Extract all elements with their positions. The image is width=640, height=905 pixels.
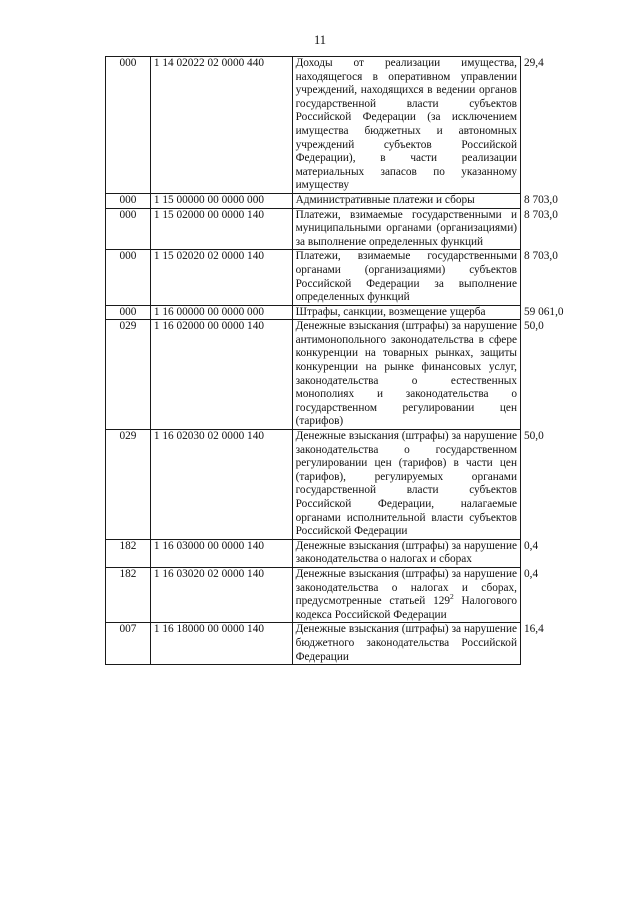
revenue-name-cell: Платежи, взимаемые государственными органами (организациями) субъектов Российской Федерации за выполнение определенных функций (292, 250, 520, 305)
budget-code-cell: 1 15 00000 00 0000 000 (150, 193, 292, 208)
page-number: 11 (313, 33, 327, 47)
budget-code-cell: 1 16 03020 02 0000 140 (150, 567, 292, 622)
table-row: 007 1 16 18000 00 0000 140 Денежные взыскания (штрафы) за нарушение бюджетного законодательства Российской Федерации 16,4 (106, 623, 521, 665)
admin-code-cell: 000 (106, 250, 151, 305)
table-row: 029 1 16 02030 02 0000 140 Денежные взыскания (штрафы) за нарушение законодательства о государственном регулировании цен (тарифов) в части цен (тарифов), регулируемых органами государственной власти субъектов Российской Федерации, налагаемые органами исполнительной власти субъектов Российской Федерации 50,0 (106, 430, 521, 540)
admin-code-cell: 000 (106, 305, 151, 320)
revenue-name-cell: Доходы от реализации имущества, находящегося в оперативном управлении учреждений, находящихся в ведении органов государственной власти субъектов Российской Федерации (за исключением имущества бюджетных и автономных учреждений субъектов Российской Федерации), в части реализации материальных запасов по указанному имуществу (292, 57, 520, 194)
admin-code-cell: 029 (106, 320, 151, 430)
table-row: 000 1 14 02022 02 0000 440 Доходы от реализации имущества, находящегося в оперативном управлении учреждений, находящихся в ведении органов государственной власти субъектов Российской Федерации (за исключением имущества бюджетных и автономных учреждений субъектов Российской Федерации), в части реализации материальных запасов по указанному имуществу 29,4 (106, 57, 521, 194)
revenue-name-cell (292, 567, 520, 622)
admin-code-cell: 007 (106, 623, 151, 665)
table-row: 182 1 16 03020 02 0000 140 Денежные взыскания (штрафы) за нарушение законодательства о налогах и сборах, предусмотренные статьей $129^2$ Налогового кодекса Российской Федерации 0,4 (106, 567, 521, 622)
table-row: 029 1 16 02000 00 0000 140 Денежные взыскания (штрафы) за нарушение антимонопольного законодательства в сфере конкуренции на товарных рынках, защиты конкуренции на рынке финансовых услуг, законодательства о естественных монополиях и законодательства о государственном регулировании цен (тарифов) 50,0 (106, 320, 521, 430)
article-superscript: 2 (450, 592, 454, 602)
revenue-name-cell: Денежные взыскания (штрафы) за нарушение законодательства о государственном регулировании цен (тарифов) в части цен (тарифов), регулируемых органами государственной власти субъектов Российской Федерации, налагаемые органами исполнительной власти субъектов Российской Федерации (292, 430, 520, 540)
budget-code-cell: 1 15 02000 00 0000 140 (150, 208, 292, 250)
admin-code-cell: 000 (106, 208, 151, 250)
budget-code-cell: 1 15 02020 02 0000 140 (150, 250, 292, 305)
revenue-name-text: Налогового кодекса Российской Федерации (295, 595, 517, 621)
revenue-name-text: Денежные взыскания (штрафы) за нарушение законодательства о налогах и сборах, предусмотренные статьей 129 (295, 567, 517, 608)
table-row: 000 1 15 02020 02 0000 140 Платежи, взимаемые государственными органами (организациями) субъектов Российской Федерации за выполнение определенных функций 8 703,0 (106, 250, 521, 305)
budget-code-cell: 1 16 03000 00 0000 140 (150, 539, 292, 567)
table-row: 182 1 16 03000 00 0000 140 Денежные взыскания (штрафы) за нарушение законодательства о налогах и сборах 0,4 (106, 539, 521, 567)
revenue-name-cell: Денежные взыскания (штрафы) за нарушение законодательства о налогах и сборах (292, 539, 520, 567)
budget-code-cell: 1 16 00000 00 0000 000 (150, 305, 292, 320)
admin-code-cell: 029 (106, 430, 151, 540)
table-row: 000 1 15 00000 00 0000 000 Административные платежи и сборы 8 703,0 (106, 193, 521, 208)
revenue-table (105, 56, 564, 665)
budget-code-cell: 1 16 02030 02 0000 140 (150, 430, 292, 540)
admin-code-cell: 000 (106, 57, 151, 194)
revenue-name-cell: Денежные взыскания (штрафы) за нарушение антимонопольного законодательства в сфере конкуренции на товарных рынках, защиты конкуренции на рынке финансовых услуг, законодательства о естественных монополиях и законодательства о государственном регулировании цен (тарифов) (292, 320, 520, 430)
budget-code-cell: 1 16 02000 00 0000 140 (150, 320, 292, 430)
admin-code-cell: 182 (106, 567, 151, 622)
admin-code-cell: 000 (106, 193, 151, 208)
admin-code-cell: 182 (106, 539, 151, 567)
table-row: 000 1 16 00000 00 0000 000 Штрафы, санкции, возмещение ущерба 59 061,0 (106, 305, 521, 320)
revenue-name-cell: Административные платежи и сборы (292, 193, 520, 208)
budget-code-cell: 1 14 02022 02 0000 440 (150, 57, 292, 194)
revenue-name-cell: Платежи, взимаемые государственными и муниципальными органами (организациями) за выполнение определенных функций (292, 208, 520, 250)
table-row: 000 1 15 02000 00 0000 140 Платежи, взимаемые государственными и муниципальными органами (организациями) за выполнение определенных функций 8 703,0 (106, 208, 521, 250)
revenue-name-cell: Денежные взыскания (штрафы) за нарушение бюджетного законодательства Российской Федерации (292, 623, 520, 665)
budget-code-cell: 1 16 18000 00 0000 140 (150, 623, 292, 665)
revenue-name-cell: Штрафы, санкции, возмещение ущерба (292, 305, 520, 320)
